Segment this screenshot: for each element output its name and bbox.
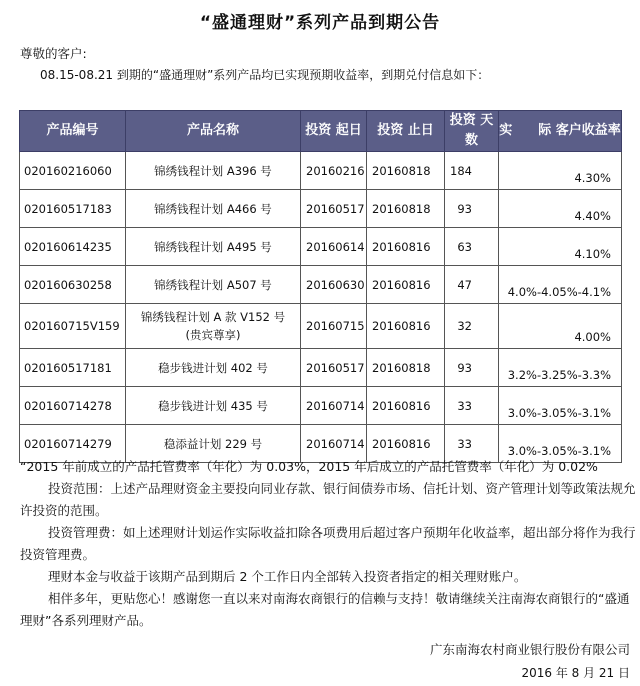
yield-rate-cell: 4.30% (499, 152, 622, 190)
start-date-cell: 20160630 (301, 266, 367, 304)
header-days (445, 111, 499, 152)
product-name-line: 稳步钱进计划 402 号 (158, 360, 268, 375)
product-name-cell (126, 349, 301, 387)
product-name-line: 锦绣钱程计划 A507 号 (154, 277, 272, 292)
table-row (20, 304, 622, 349)
product-code-cell: 020160714278 (20, 387, 126, 425)
header-rate-line: 客户收益率 (555, 123, 621, 138)
days-cell: 33 (445, 425, 499, 463)
product-code-cell: 020160715V159 (20, 304, 126, 349)
yield-rate-cell: 3.0%-3.05%-3.1% (499, 425, 622, 463)
product-name-line: 锦绣钱程计划 A495 号 (154, 239, 272, 254)
table-row (20, 152, 622, 190)
yield-rate-cell: 4.0%-4.05%-4.1% (499, 266, 622, 304)
start-date-cell: 20160715 (301, 304, 367, 349)
end-date-cell: 20160816 (367, 266, 445, 304)
header-name: 产品名称 (126, 111, 301, 152)
header-end-line: 止日 (407, 123, 434, 138)
product-code-cell: 020160517181 (20, 349, 126, 387)
days-cell: 47 (445, 266, 499, 304)
days-cell: 93 (445, 190, 499, 228)
header-end-line: 投资 (377, 123, 404, 138)
start-date-cell: 20160714 (301, 387, 367, 425)
table-row (20, 387, 622, 425)
issuer-name: 广东南海农村商业银行股份有限公司 (429, 642, 630, 657)
header-start (301, 111, 367, 152)
table-row (20, 349, 622, 387)
yield-rate-cell: 4.10% (499, 228, 622, 266)
product-name-line: 稳添益计划 229 号 (163, 436, 263, 451)
header-start-line: 投资 (305, 123, 332, 138)
product-name-line: 锦绣钱程计划 A396 号 (154, 163, 272, 178)
end-date-cell: 20160816 (367, 425, 445, 463)
end-date-cell: 20160816 (367, 228, 445, 266)
product-name-cell (126, 304, 301, 349)
product-name-line: (贵宾尊享) (185, 328, 241, 342)
days-cell: 63 (445, 228, 499, 266)
investment-scope-note: 投资范围：上述产品理财资金主要投向同业存款、银行间债券市场、信托计划、资产管理计划等政策法规允许投资的范围。 (20, 481, 636, 518)
end-date-cell: 20160818 (367, 349, 445, 387)
product-code-cell: 020160630258 (20, 266, 126, 304)
table-header-row (20, 111, 622, 152)
management-fee-note: 投资管理费：如上述理财计划运作实际收益扣除各项费用后超过客户预期年化收益率，超出部分将作为我行投资管理费。 (20, 525, 636, 562)
product-code-cell: 020160714279 (20, 425, 126, 463)
header-code: 产品编号 (20, 111, 126, 152)
product-name-line: 稳步钱进计划 435 号 (158, 398, 268, 413)
product-code-cell: 020160517183 (20, 190, 126, 228)
thanks-note: 相伴多年，更贴您心！感谢您一直以来对南海农商银行的信赖与支持！敬请继续关注南海农商银行的“盛通理财”各系列理财产品。 (20, 591, 630, 628)
end-date-cell: 20160818 (367, 152, 445, 190)
yield-rate-cell: 3.2%-3.25%-3.3% (499, 349, 622, 387)
yield-rate-cell: 3.0%-3.05%-3.1% (499, 387, 622, 425)
product-name-cell (126, 387, 301, 425)
products-table (19, 110, 622, 463)
start-date-cell: 20160714 (301, 425, 367, 463)
days-cell: 184 (445, 152, 499, 190)
yield-rate-cell: 4.40% (499, 190, 622, 228)
yield-rate-cell: 4.00% (499, 304, 622, 349)
end-date-cell: 20160816 (367, 387, 445, 425)
product-name-line: 锦绣钱程计划 A466 号 (154, 201, 272, 216)
end-date-cell: 20160818 (367, 190, 445, 228)
start-date-cell: 20160216 (301, 152, 367, 190)
product-name-line: 锦绣钱程计划 A 款 V152 号 (140, 310, 286, 324)
transfer-note: 理财本金与收益于该期产品到期后 2 个工作日内全部转入投资者指定的相关理财账户。 (48, 569, 527, 584)
end-date-cell: 20160816 (367, 304, 445, 349)
days-cell: 93 (445, 349, 499, 387)
header-start-line: 起日 (335, 123, 362, 138)
table-row (20, 228, 622, 266)
product-code-cell: 020160614235 (20, 228, 126, 266)
table-row (20, 190, 622, 228)
days-cell: 33 (445, 387, 499, 425)
product-name-cell (126, 228, 301, 266)
start-date-cell: 20160517 (301, 349, 367, 387)
notes-section (20, 456, 640, 632)
custody-fee-note: “2015 年前成立的产品托管费率（年化）为 0.03%，2015 年后成立的产品托管费率（年化）为 0.02% (20, 459, 598, 474)
start-date-cell: 20160517 (301, 190, 367, 228)
product-code-cell: 020160216060 (20, 152, 126, 190)
notice-title: “盛通理财”系列产品到期公告 (199, 13, 441, 33)
header-end (367, 111, 445, 152)
greeting: 尊敬的客户: (20, 46, 87, 61)
header-rate (499, 111, 622, 152)
header-rate-line: 实 际 (499, 123, 552, 138)
start-date-cell: 20160614 (301, 228, 367, 266)
product-name-cell (126, 152, 301, 190)
issue-date: 2016 年 8 月 21 日 (521, 666, 630, 680)
days-cell: 32 (445, 304, 499, 349)
header-days-line: 投资 (449, 113, 476, 128)
product-name-cell (126, 190, 301, 228)
intro-paragraph: 08.15-08.21 到期的“盛通理财”系列产品均已实现预期收益率，到期兑付信息如下： (40, 68, 490, 82)
table-row (20, 266, 622, 304)
header-days-line: 天数 (464, 113, 494, 148)
product-name-cell (126, 266, 301, 304)
